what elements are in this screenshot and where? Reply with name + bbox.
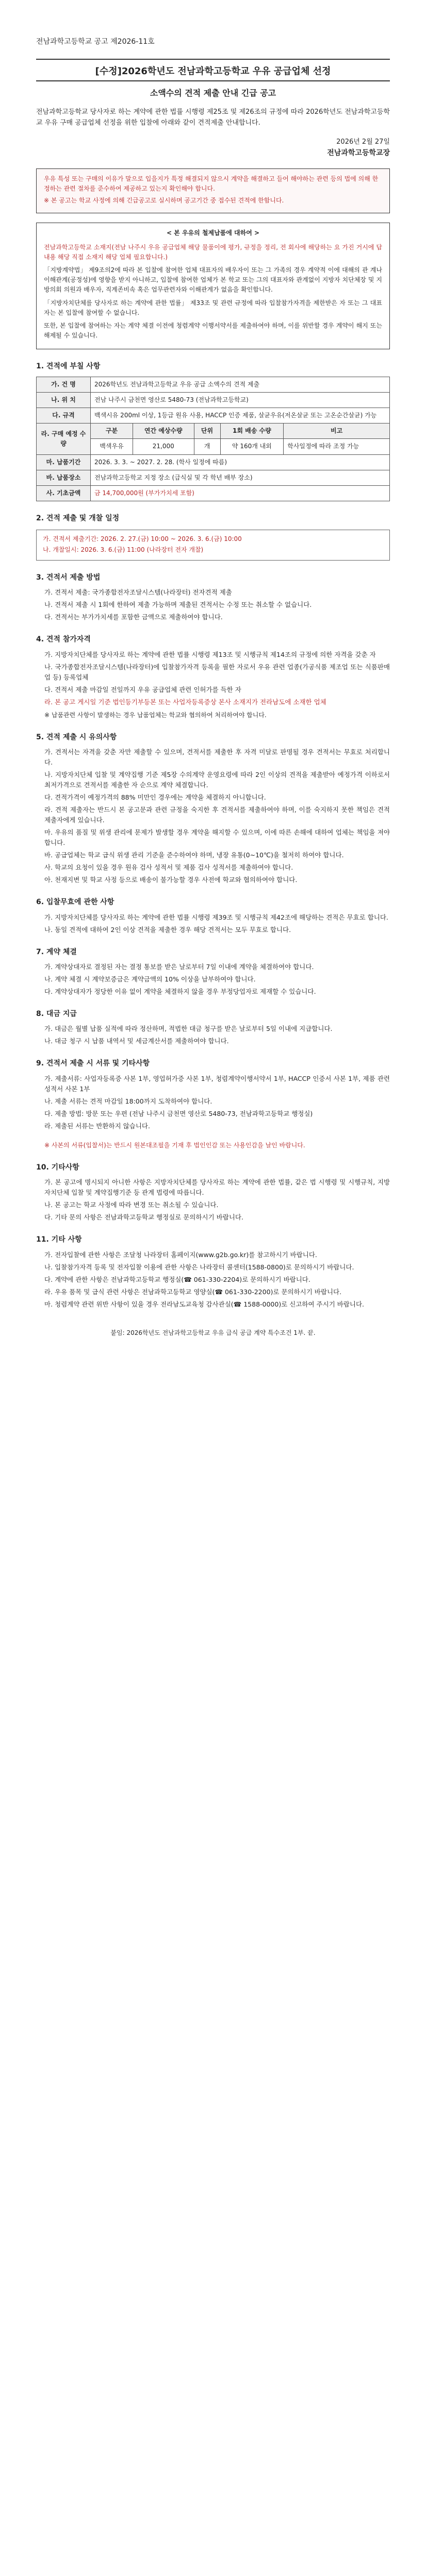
row-label: 마. 납품기간 <box>37 454 91 470</box>
table-header: 1회 배송 수량 <box>220 423 284 439</box>
table-header: 구분 <box>91 423 133 439</box>
document-title: [수정]2026학년도 전남과학고등학교 우유 공급업체 선정 <box>36 59 390 81</box>
issuer-name: 전남과학고등학교장 <box>327 149 390 158</box>
section-note: ※ 납품관련 사항이 발생하는 경우 납품업체는 학교와 협의하여 처리하여야 합니다. <box>44 711 267 719</box>
section-4-title: 4. 견적 참가자격 <box>36 635 91 644</box>
list-item: 다. 기타 문의 사항은 전남과학고등학교 행정실로 문의하시기 바랍니다. <box>44 1213 243 1222</box>
list-item: 다. 계약상대자가 정당한 이유 없이 계약을 체결하지 않을 경우 부정당업자로 제재할 수 있습니다. <box>44 988 316 996</box>
list-item: 마. 우유의 품질 및 위생 관리에 문제가 발생할 경우 계약을 해지할 수 있으며, 이에 따른 손해에 대하여 업체는 책임을 져야 합니다. <box>44 828 390 847</box>
list-item: 나. 입찰참가자격 등록 및 전자입찰 이용에 관한 사항은 나라장터 콜센터(1588-0800)로 문의하시기 바랍니다. <box>44 1263 354 1271</box>
table-header: 연간 예상수량 <box>133 423 194 439</box>
list-item: 가. 제출서류: 사업자등록증 사본 1부, 영업허가증 사본 1부, 청렴계약이행서약서 1부, HACCP 인증서 사본 1부, 제품 관련 성적서 사본 1부 <box>44 1074 390 1093</box>
list-item: 라. 제출된 서류는 반환하지 않습니다. <box>44 1122 150 1130</box>
list-item: 나. 지방자치단체 입찰 및 계약집행 기준 제5장 수의계약 운영요령에 따라 2인 이상의 견적을 제출받아 예정가격 이하로서 최저가격으로 견적서를 제출한 자 순으로 계약 체결합니다. <box>44 771 390 789</box>
section-7-title: 7. 계약 체결 <box>36 947 77 956</box>
warning-line: ※ 본 공고는 학교 사정에 의해 긴급공고로 실시하며 공고기간 중 접수된 견적에 한함니다. <box>44 197 284 205</box>
row-value: 금 14,700,000원 (부가가치세 포함) <box>91 486 390 501</box>
list-item: 나. 동일 견적에 대하여 2인 이상 견적을 제출한 경우 해당 견적서는 모두 무효로 합니다. <box>44 925 291 934</box>
row-value: 2026. 3. 3. ~ 2027. 2. 28. (학사 일정에 따름) <box>91 454 390 470</box>
list-item: 라. 본 공고 게시일 기준 법인등기부등본 또는 사업자등록증상 본사 소재지가 전라남도에 소재한 업체 <box>44 698 326 706</box>
table-header: 단위 <box>194 423 220 439</box>
row-value: 백색시유 200ml 이상, 1등급 원유 사용, HACCP 인증 제품, 살균우유(저온살균 또는 고온순간살균) 가능 <box>91 408 390 423</box>
row-label: 사. 기초금액 <box>37 486 91 501</box>
section-11-title: 11. 기타 사항 <box>36 1235 82 1244</box>
table-row <box>37 377 390 392</box>
table-cell: 약 160개 내외 <box>220 439 284 454</box>
table-row <box>37 486 390 501</box>
signature-block <box>36 137 390 159</box>
table-row <box>37 470 390 485</box>
row-value: 전남과학고등학교 지정 장소 (급식실 및 각 학년 배부 장소) <box>91 470 390 485</box>
row-label: 다. 규격 <box>37 408 91 423</box>
schedule-item: 가. 견적서 제출기간: 2026. 2. 27.(금) 10:00 ~ 2026. 3. 6.(금) 10:00 <box>43 535 242 543</box>
table-row <box>37 423 390 439</box>
legal-box-paragraph: 「지방자치단체를 당사자로 하는 계약에 관한 법률」 제33조 및 관련 규정에 따라 입찰참가자격을 제한받은 자 또는 그 대표자는 본 입찰에 참여할 수 없습니다. <box>44 299 382 316</box>
list-item: 아. 천재지변 및 학교 사정 등으로 배송이 불가능할 경우 사전에 학교와 협의하여야 합니다. <box>44 876 298 884</box>
section-10-title: 10. 기타사항 <box>36 1163 79 1172</box>
list-item: 가. 지방자치단체를 당사자로 하는 계약에 관한 법률 시행령 제13조 및 시행규칙 제14조의 규정에 의한 자격을 갖춘 자 <box>44 650 376 658</box>
list-item: 나. 견적서 제출 시 1회에 한하여 제출 가능하며 제출된 견적서는 수정 또는 취소할 수 없습니다. <box>44 601 312 609</box>
warning-line: 우유 특성 또는 구매의 이유가 말으로 입을지가 특정 해결되지 않으시 계약을 해결하고 들어 해야하는 관련 등의 법에 의해 한정하는 관련 절차를 준수하여 제공하고 있는지 확인해야 합니다. <box>44 175 379 193</box>
table-header: 비고 <box>284 423 390 439</box>
list-item: 바. 공급업체는 학교 급식 위생 관리 기준을 준수하여야 하며, 냉장 유통(0~10℃)을 철저히 하여야 합니다. <box>44 851 344 859</box>
legal-box-highlight: 전남과학고등학교 소재지(전남 나주시 우유 공급업체 해당 물품이에 평가, 규정을 정리, 전 회사에 해당하는 요 가진 거시에 답내용 해당 직접 소재지 해당 업체 필요합니다.) <box>44 243 382 261</box>
issue-date: 2026년 2월 27일 <box>336 138 390 146</box>
table-row <box>37 408 390 423</box>
star-note: ※ 사본의 서류(입찰서)는 반드시 원본대조필을 기재 후 법인인감 또는 사용인감을 날인 바람니다. <box>44 1141 305 1149</box>
table-cell: 학사일정에 따라 조정 가능 <box>284 439 390 454</box>
list-item: 가. 지방자치단체를 당사자로 하는 계약에 관한 법률 시행령 제39조 및 시행규칙 제42조에 해당하는 견적은 무효로 합니다. <box>44 913 388 921</box>
row-value: 2026학년도 전남과학고등학교 우유 공급 소액수의 견적 제출 <box>91 377 390 392</box>
legal-box-paragraph: 「지방계약법」 제9조의2에 따라 본 입찰에 참여한 업체 대표자의 배우자이 또는 그 가족의 경우 계약적 이에 대해의 관 계나 이해관계(공정성)에 영향을 받지 아니하고, 입찰에 참여한 업체가 본 학교 또는 그의 대표자와 관계없이 지방자 치단체장 및 지방의회 의원과 배우자, 직계존비속 혹은 업무관련자와 이해관계가 없음을 확인합니다. <box>44 266 382 294</box>
schedule-box <box>36 530 390 561</box>
section-6-title: 6. 입찰무효에 관한 사항 <box>36 898 114 907</box>
table-cell: 개 <box>194 439 220 454</box>
list-item: 나. 계약 체결 시 계약보증금은 계약금액의 10% 이상을 납부하여야 합니다. <box>44 975 256 984</box>
row-value: 전남 나주시 금천면 영산로 5480-73 (전남과학고등학교) <box>91 392 390 408</box>
list-item: 가. 전자입찰에 관한 사항은 조달청 나라장터 홈페이지(www.g2b.go.kr)를 참고하시기 바랍니다. <box>44 1250 317 1259</box>
list-item: 라. 견적 제출자는 반드시 본 공고문과 관련 규정을 숙지한 후 견적서를 제출하여야 하며, 이를 숙지하지 못한 책임은 견적 제출자에게 있습니다. <box>44 806 390 824</box>
legal-box-paragraph: 또한, 본 입찰에 참여하는 자는 계약 체결 이전에 청렴계약 이행서약서를 제출하여야 하며, 이를 위반할 경우 계약이 해지 또는 해제될 수 있습니다. <box>44 321 382 340</box>
list-item: 다. 제출 방법: 방문 또는 우편 (전남 나주시 금천면 영산로 5480-73, 전남과학고등학교 행정실) <box>44 1109 313 1117</box>
list-item: 나. 국가종합전자조달시스템(나라장터)에 입찰참가자격 등록을 필한 자로서 우유 관련 업종(가공식품 제조업 또는 식품판매업 등) 등록업체 <box>44 663 390 681</box>
section-1-title: 1. 견적에 부칠 사항 <box>36 362 101 371</box>
list-item: 가. 견적서는 자격을 갖춘 자만 제출할 수 있으며, 견적서를 제출한 후 자격 미달로 판명될 경우 견적서는 무효로 처리합니다. <box>44 748 390 767</box>
list-item: 다. 계약에 관한 사항은 전남과학고등학교 행정실(☎ 061-330-2204)로 문의하시기 바랍니다. <box>44 1275 310 1283</box>
list-item: 다. 견적서는 부가가치세를 포함한 금액으로 제출하여야 합니다. <box>44 613 223 621</box>
list-item: 가. 본 공고에 명시되지 아니한 사항은 지방자치단체를 당사자로 하는 계약에 관한 법률, 같은 법 시행령 및 시행규칙, 지방자치단체 입찰 및 계약집행기준 등 관계 법령에 따릅니다. <box>44 1178 390 1197</box>
table-row <box>37 454 390 470</box>
section-9-title: 9. 견적서 제출 시 서류 및 기타사항 <box>36 1059 150 1068</box>
list-item: 다. 견적서 제출 마감일 전일까지 우유 공급업체 관련 인허가를 득한 자 <box>44 685 241 693</box>
schedule-item: 나. 개찰일시: 2026. 3. 6.(금) 11:00 (나라장터 전자 개찰) <box>43 546 204 553</box>
row-label: 가. 건 명 <box>37 377 91 392</box>
list-item: 사. 학교의 요청이 있을 경우 원유 검사 성적서 및 제품 검사 성적서를 제출하여야 합니다. <box>44 863 293 872</box>
list-item: 가. 계약상대자로 결정된 자는 결정 통보를 받은 날로부터 7일 이내에 계약을 체결하여야 합니다. <box>44 963 314 971</box>
legal-box <box>36 223 390 349</box>
table-cell: 백색우유 <box>91 439 133 454</box>
row-label: 바. 납품장소 <box>37 470 91 485</box>
intro-paragraph: 전남과학고등학교 당사자로 하는 계약에 관한 법률 시행령 제25조 및 제26조의 규정에 따라 2026학년도 전남과학고등학교 우유 구매 공급업체 선정을 위한 입찰에 아래와 같이 견적제출 안내합니다. <box>36 108 390 127</box>
list-item: 다. 견적가격이 예정가격의 88% 미만인 경우에는 계약을 체결하지 아니합니다. <box>44 793 266 802</box>
section-1-table <box>36 377 390 502</box>
list-item: 나. 대금 청구 시 납품 내역서 및 세금계산서를 제출하여야 합니다. <box>44 1037 229 1045</box>
table-cell: 21,000 <box>133 439 194 454</box>
table-row <box>37 392 390 408</box>
notice-number: 전남과학고등학교 공고 제2026-11호 <box>36 38 155 46</box>
section-8-title: 8. 대금 지급 <box>36 1010 77 1019</box>
row-label: 나. 위 치 <box>37 392 91 408</box>
row-label: 라. 구매 예정 수량 <box>37 423 91 454</box>
warning-box <box>36 168 390 214</box>
list-item: 가. 견적서 제출: 국가종합전자조달시스템(나라장터) 전자견적 제출 <box>44 588 232 597</box>
list-item: 나. 본 공고는 학교 사정에 따라 변경 또는 취소될 수 있습니다. <box>44 1201 219 1209</box>
section-3-title: 3. 견적서 제출 방법 <box>36 573 101 582</box>
footer-line: 붙임: 2026학년도 전남과학고등학교 우유 급식 공급 계약 특수조건 1부. 끝. <box>110 1329 316 1336</box>
list-item: 가. 대금은 월별 납품 실적에 따라 정산하며, 적법한 대금 청구를 받은 날로부터 5일 이내에 지급합니다. <box>44 1025 333 1033</box>
document-subtitle: 소액수의 견적 제출 안내 긴급 공고 <box>150 88 276 98</box>
legal-box-heading: < 본 우유의 철제납품에 대하여 > <box>166 229 260 237</box>
list-item: 라. 우유 품목 및 급식 관련 사항은 전남과학고등학교 영양실(☎ 061-330-2200)로 문의하시기 바랍니다. <box>44 1287 342 1296</box>
list-item: 나. 제출 서류는 견적 마감일 18:00까지 도착하여야 합니다. <box>44 1097 212 1105</box>
section-2-title: 2. 견적 제출 및 개찰 일정 <box>36 514 120 523</box>
list-item: 마. 청렴계약 관련 위반 사항이 있을 경우 전라남도교육청 감사관실(☎ 1588-0000)로 신고하여 주시기 바랍니다. <box>44 1300 365 1308</box>
section-5-title: 5. 견적 제출 시 유의사항 <box>36 733 117 741</box>
